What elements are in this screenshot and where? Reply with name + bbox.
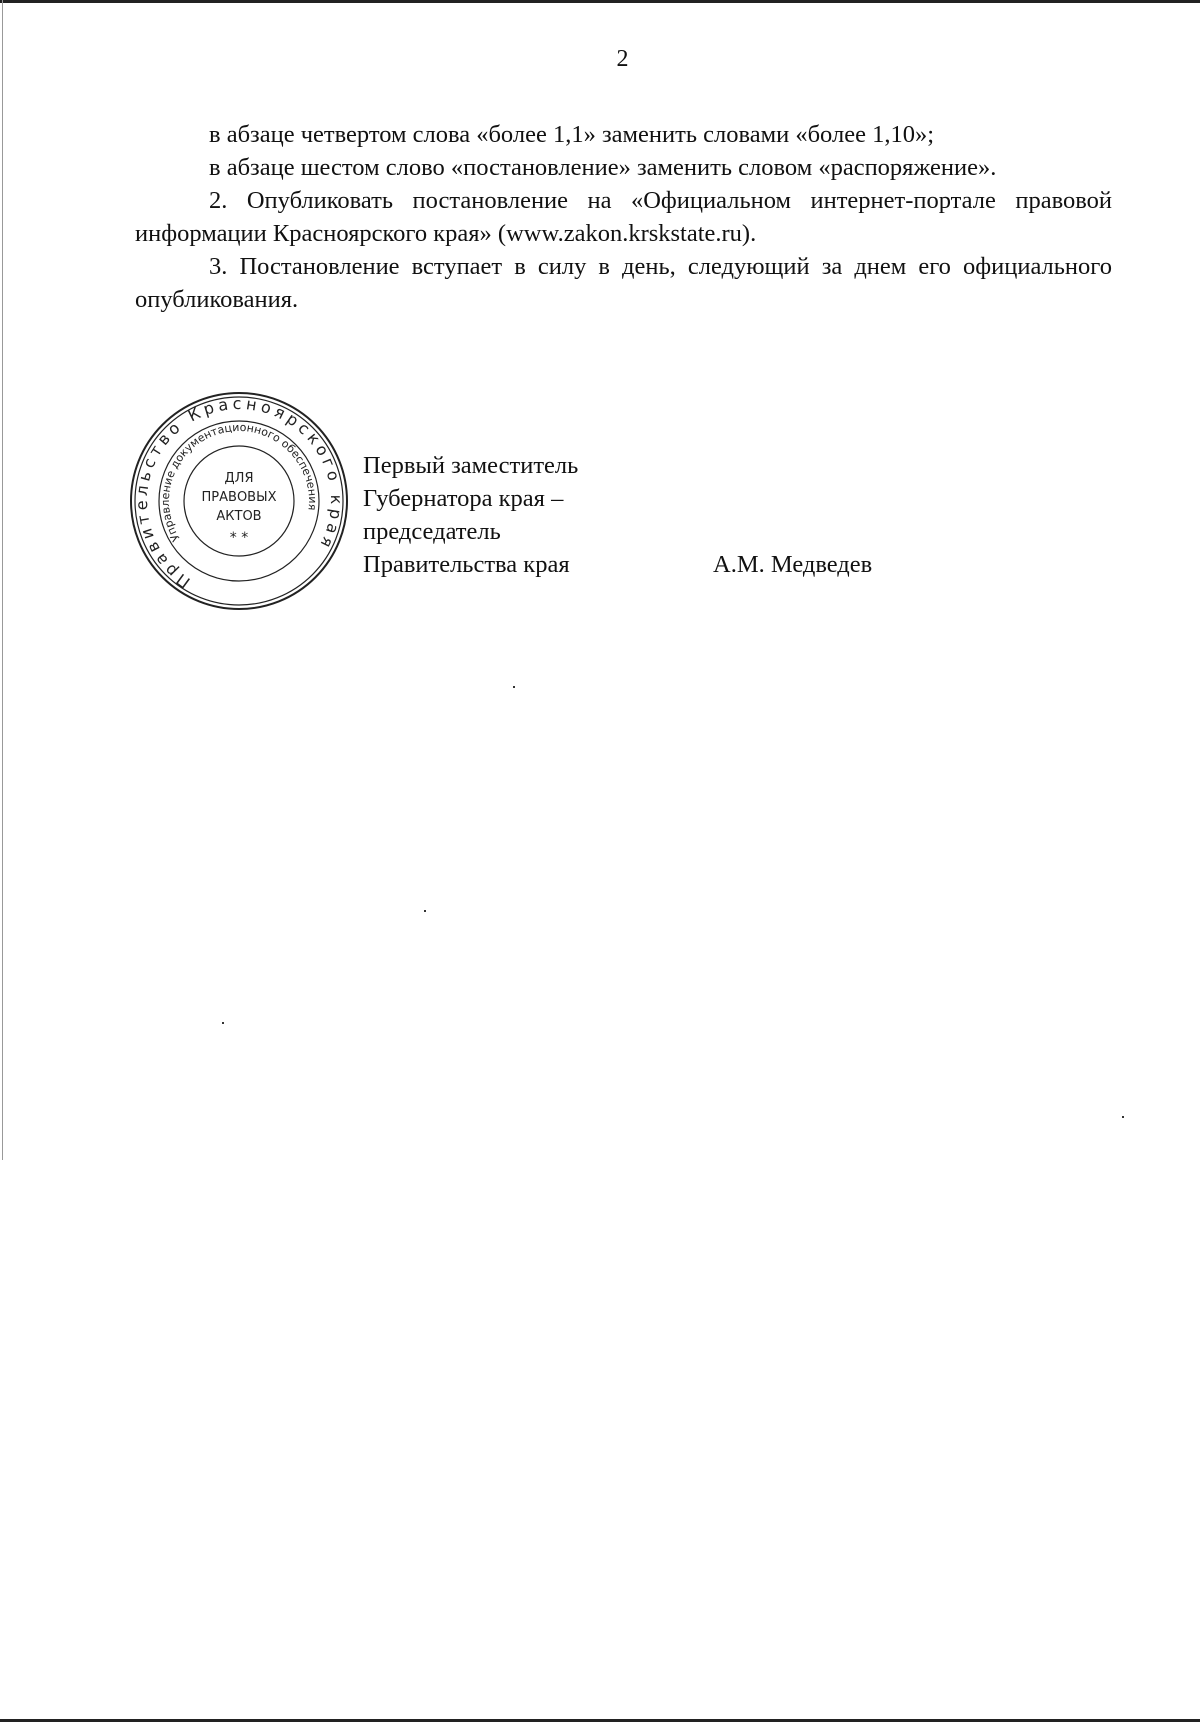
signature-line: председатель <box>363 518 501 545</box>
svg-text:* *: * * <box>229 530 249 546</box>
left-scan-edge <box>2 0 3 1160</box>
bottom-border-line <box>0 1719 1200 1722</box>
scan-speck <box>424 910 426 912</box>
paragraph: в абзаце четвертом слова «более 1,1» заменить словами «более 1,10»; <box>209 121 934 148</box>
svg-text:Управление документационного о: Управление документационного обеспечения <box>158 420 320 544</box>
page-number: 2 <box>616 46 629 72</box>
top-border-line <box>0 0 1200 3</box>
signature-line: Губернатора края – <box>363 485 564 512</box>
paragraph: в абзаце шестом слово «постановление» заменить словом «распоряжение». <box>209 154 997 181</box>
official-stamp <box>128 390 350 612</box>
scan-speck <box>513 686 515 688</box>
paragraph: 3. Постановление вступает в силу в день, следующий за днем его официального опубликования. <box>135 253 1112 313</box>
signature-line: Правительства края <box>363 551 570 578</box>
svg-text:Правительство Красноярского кр: Правительство Красноярского края <box>131 393 347 593</box>
paragraph: 2. Опубликовать постановление на «Официальном интернет-портале правовой информации Красноярского края» (www.zakon.krskstate.ru). <box>135 187 1112 247</box>
scan-speck <box>222 1022 224 1024</box>
signature-line: Первый заместитель <box>363 452 579 479</box>
signatory-position <box>363 449 578 581</box>
signatory-name: А.М. Медведев <box>713 551 873 578</box>
scan-speck <box>1122 1116 1124 1118</box>
document-body <box>135 118 1112 316</box>
svg-text:АКТОВ: АКТОВ <box>216 509 262 524</box>
svg-text:ДЛЯ: ДЛЯ <box>224 471 254 486</box>
svg-text:ПРАВОВЫХ: ПРАВОВЫХ <box>201 490 277 505</box>
